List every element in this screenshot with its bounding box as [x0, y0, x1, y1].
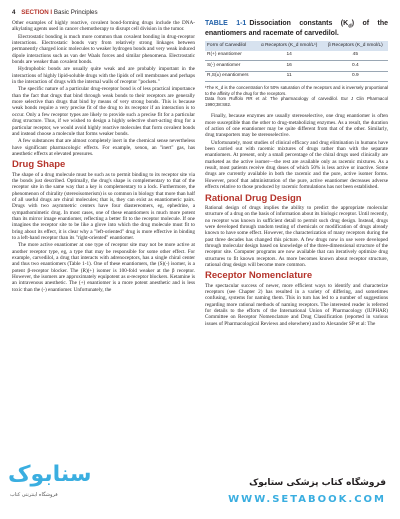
paragraph: Other examples of highly reactive, covalent bond-forming drugs include the DNA-alkylating agents used in cancer chemotherapy to disrupt cell division in the tumor.: [12, 20, 195, 33]
table-title: TABLE 1-1 Dissociation constants $(K_d)$ of the enantiomers and racemate of carvedilol.: [205, 20, 388, 38]
logo-text: سنابوک: [8, 462, 92, 487]
section-label: SECTION I: [21, 9, 53, 16]
paragraph: Unfortunately, most studies of clinical efficacy and drug elimination in humans have been carried out with racemic mixtures of drugs rather than with the separate enantiomers. At present, only a small percentage of the chiral drugs used clinically are marketed as the active isomer—the rest are available only as racemic mixtures. As a result, most patients receive drug doses of which 50% is less active or inactive. Some drugs are currently available in both the racemic and the pure, active isomer forms. However, proof that administration of the pure, active enantiomer decreases adverse effects relative to those produced by racemic formulations has not been established.: [205, 139, 388, 191]
section-title: Basic Principles: [53, 9, 98, 16]
right-column: [205, 20, 388, 328]
table-row: S(-) enantiomer 16 0.4: [205, 61, 388, 71]
left-column: [12, 20, 195, 294]
running-header: [12, 9, 98, 16]
paragraph: Finally, because enzymes are usually stereoselective, one drug enantiomer is often more susceptible than the other to drug-metabolizing enzymes. As a result, the duration of action of one enantiomer may be quite different from that of the other. Similarly, drug transporters may be stereoselective.: [205, 113, 388, 139]
setabook-logo: [8, 462, 92, 510]
paragraph: The specific nature of a particular drug-receptor bond is of less practical importance than the fact that drugs that bind through weak bonds to their receptors are generally more selective than drugs that bind by means of very strong bonds. This is because weak bonds require a very precise fit of the drug to its receptor if an interaction is to occur. Only a few receptor types are likely to provide such a precise fit for a particular drug structure. Thus, if we wished to design a highly selective short-acting drug for a particular receptor, we would avoid highly reactive molecules that form covalent bonds and instead choose a molecule that forms weaker bonds.: [12, 86, 195, 137]
paragraph: A few substances that are almost completely inert in the chemical sense nevertheless have significant pharmacologic effects. For example, xenon, an "inert" gas, has anesthetic effects at elevated pressures.: [12, 138, 195, 157]
page-number: 4: [12, 9, 16, 16]
table-note: ¹The K_d is the concentration for 50% saturation of the receptors and is inversely proportional to the affinity of the drug for the receptors. Data from Ruffolo RR et al: The pharmacology of carvedilol. Eur J Clin Pharmacol 1990;38:S82.: [205, 85, 388, 107]
paragraph: Rational design of drugs implies the ability to predict the appropriate molecular structure of a drug on the basis of information about its biologic receptor. Until recently, no receptor was known in sufficient detail to permit such drug design. Instead, drugs were developed through random testing of chemicals or modification of drugs already known to have some effect. However, the characterization of many receptors during the past three decades has changed this picture. A few drugs now in use were developed through molecular design based on knowledge of the three-dimensional structure of the receptor site. Computer programs are now available that can iteratively optimize drug structures to fit known receptors. As more becomes known about receptor structure, rational drug design will become more common.: [205, 204, 388, 268]
section-heading-nomenclature: Receptor Nomenclature: [205, 270, 313, 282]
paragraph: Electrostatic bonding is much more common than covalent bonding in drug-receptor interactions. Electrostatic bonds vary from relatively strong linkages between permanently charged ionic molecules to weaker hydrogen bonds and very weak induced dipole interactions such as van der Waals forces and similar phenomena. Electrostatic bonds are weaker than covalent bonds.: [12, 33, 195, 66]
logo-subtitle: فروشگاه اینترنتی کتاب: [10, 492, 58, 498]
table-header: α Receptors (K_d nmol/L¹): [260, 43, 318, 49]
table-number: TABLE 1-1: [205, 20, 247, 27]
dissociation-table: [205, 41, 388, 82]
table-header: Form of Carvedilol: [207, 43, 247, 49]
paragraph: The spectacular success of newer, more efficient ways to identify and characterize receptors (see Chapter 2) has resulted in a variety of differing, and sometimes confusing, systems for naming them. This in turn has led to a number of suggestions regarding more rational methods of naming receptors. The interested reader is referred for details to the efforts of the International Union of Pharmacology (IUPHAR) Committee on Receptor Nomenclature and Drug Classification (reported in various issues of Pharmacological Reviews and elsewhere) and to Alexander SP et al: The: [205, 282, 388, 327]
section-heading-rational-design: Rational Drug Design: [205, 192, 302, 204]
table-row: R,S(±) enantiomers 11 0.9: [205, 71, 388, 81]
table-row: R(+) enantiomer 14 45: [205, 51, 388, 61]
table-header: β Receptors (K_d nmol/L): [327, 43, 383, 49]
store-url[interactable]: WWW.SETABOOK.COM: [228, 494, 386, 505]
paragraph: The shape of a drug molecule must be such as to permit binding to its receptor site via the bonds just described. Optimally, the drug's shape is complementary to that of the receptor site in the same way that a key is complementary to a lock. Furthermore, the phenomenon of chirality (stereoisomerism) is so common in biology that more than half of all useful drugs are chiral molecules; that is, they can exist as enantiomeric pairs. Drugs with two asymmetric centers have four diastereomers, eg, ephedrine, a sympathomimetic drug. In most cases, one of these enantiomers is much more potent than its mirror image enantiomer, reflecting a better fit to the receptor molecule. If one imagines the receptor site to be like a glove into which the drug molecule must fit to bring about its effect, it is clear why a "left-oriented" drug is more effective in binding to a left-hand receptor than its "right-oriented" enantiomer.: [12, 171, 195, 241]
store-title: فروشگاه کتاب پزشکی ستابوک: [249, 478, 386, 488]
paragraph: Hydrophobic bonds are usually quite weak and are probably important in the interactions of highly lipid-soluble drugs with the lipids of cell membranes and perhaps in the interaction of drugs with the internal walls of receptor "pockets.": [12, 66, 195, 86]
paragraph: The more active enantiomer at one type of receptor site may not be more active at another receptor type, eg, a type that may be responsible for some other effect. For example, carvedilol, a drug that interacts with adrenoceptors, has a single chiral center and thus two enantiomers (Table 1-1). One of these enantiomers, the (S)(-) isomer, is a potent β-receptor blocker. The (R)(+) isomer is 100-fold weaker at the β receptor. However, the isomers are approximately equipotent as α-receptor blockers. Ketamine is an intravenous anesthetic. The (+) enantiomer is a more potent anesthetic and is less toxic than the (-) enantiomer. Unfortunately, the: [12, 242, 195, 293]
section-heading-drug-shape: Drug Shape: [12, 159, 66, 171]
